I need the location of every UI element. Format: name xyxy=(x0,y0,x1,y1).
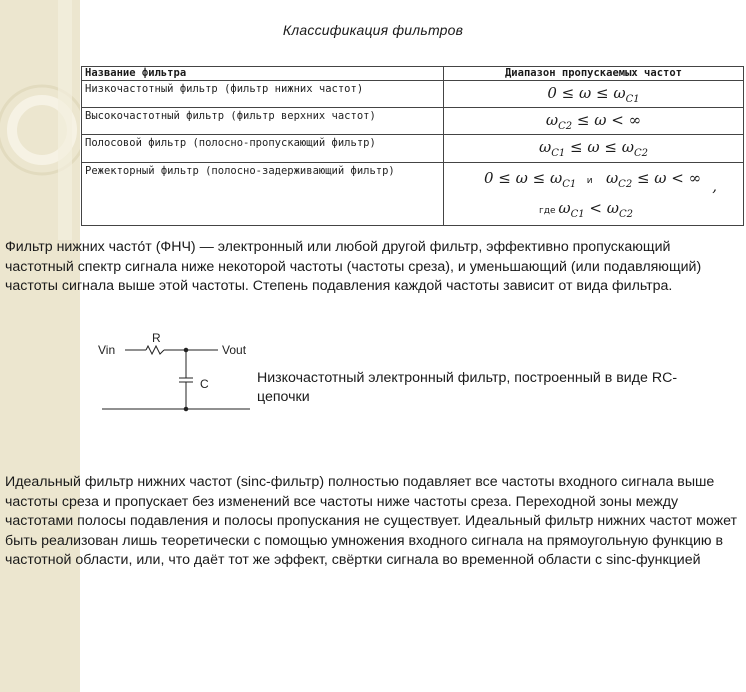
formula-highpass: $\omega_{C2} \le \omega$ < ∞ xyxy=(545,110,642,132)
vin-label: Vin xyxy=(98,343,116,357)
filter-name-cell: Режекторный фильтр (полосно-задерживающий фильтр) xyxy=(82,162,444,225)
header-pass-range: Диапазон пропускаемых частот xyxy=(444,67,744,81)
rc-circuit-diagram xyxy=(90,330,265,415)
pass-range-cell xyxy=(444,162,744,225)
page-title: Классификация фильтров xyxy=(282,22,464,38)
filter-name-cell: Низкочастотный фильтр (фильтр нижних частот) xyxy=(82,81,444,108)
vout-label: Vout xyxy=(222,343,247,357)
formula-bandpass: $\omega_{C1} \le \omega \le \omega_{C2}$ xyxy=(539,137,648,159)
formula-lowpass: $0 \le \omega \le \omega_{C1}$ xyxy=(547,83,640,105)
capacitor-label: C xyxy=(200,377,209,391)
formula-comma: , xyxy=(712,176,717,195)
table-header-row xyxy=(82,67,744,81)
left-decorative-band xyxy=(0,0,80,692)
header-filter-name: Название фильтра xyxy=(82,67,444,81)
table-row xyxy=(82,81,744,108)
resistor-label: R xyxy=(152,331,161,345)
table-row xyxy=(82,108,744,135)
table-row xyxy=(82,162,744,225)
pass-range-cell xyxy=(444,81,744,108)
ground-junction-dot xyxy=(184,407,188,411)
paragraph-lowpass-definition: Фильтр нижних часто́т (ФНЧ) — электронный или любой другой фильтр, эффективно пропускающий частотный спектр сигнала ниже некоторой частоты (частоты среза), и уменьшающий (или подавляющий) частоты сигнала выше этой частоты. Степень подавления каждой частоты зависит от вида фильтра. xyxy=(5,239,702,294)
pass-range-cell xyxy=(444,135,744,162)
formula-bandstop: $0 \le \omega \le \omega_{C1}$ и $\omega_{C2} \le \omega$ < ∞ xyxy=(484,168,702,190)
resistor-symbol xyxy=(146,346,164,354)
table-row xyxy=(82,135,744,162)
filter-classification-table xyxy=(81,66,744,226)
formula-condition: где $\omega_{C1} < \omega_{C2}$ xyxy=(539,198,633,220)
circuit-caption: Низкочастотный электронный фильтр, построенный в виде RC-цепочки xyxy=(257,370,678,405)
filter-name-cell: Полосовой фильтр (полосно-пропускающий фильтр) xyxy=(82,135,444,162)
paragraph-ideal-filter: Идеальный фильтр нижних частот (sinc-фильтр) полностью подавляет все частоты входного сигнала выше частоты среза и пропускает без изменений все частоты ниже частоты среза. Переходной зоны между частотами полосы подавления и полосы пропускания не существует. Идеальный фильтр нижних частот может быть реализован лишь теоретически с помощью умножения входного сигнала на прямоугольную функцию в частотной области, или, что даёт тот же эффект, свёртки сигнала во временной области с sinc-функцией xyxy=(5,474,738,568)
pass-range-cell xyxy=(444,108,744,135)
filter-name-cell: Высокочастотный фильтр (фильтр верхних частот) xyxy=(82,108,444,135)
